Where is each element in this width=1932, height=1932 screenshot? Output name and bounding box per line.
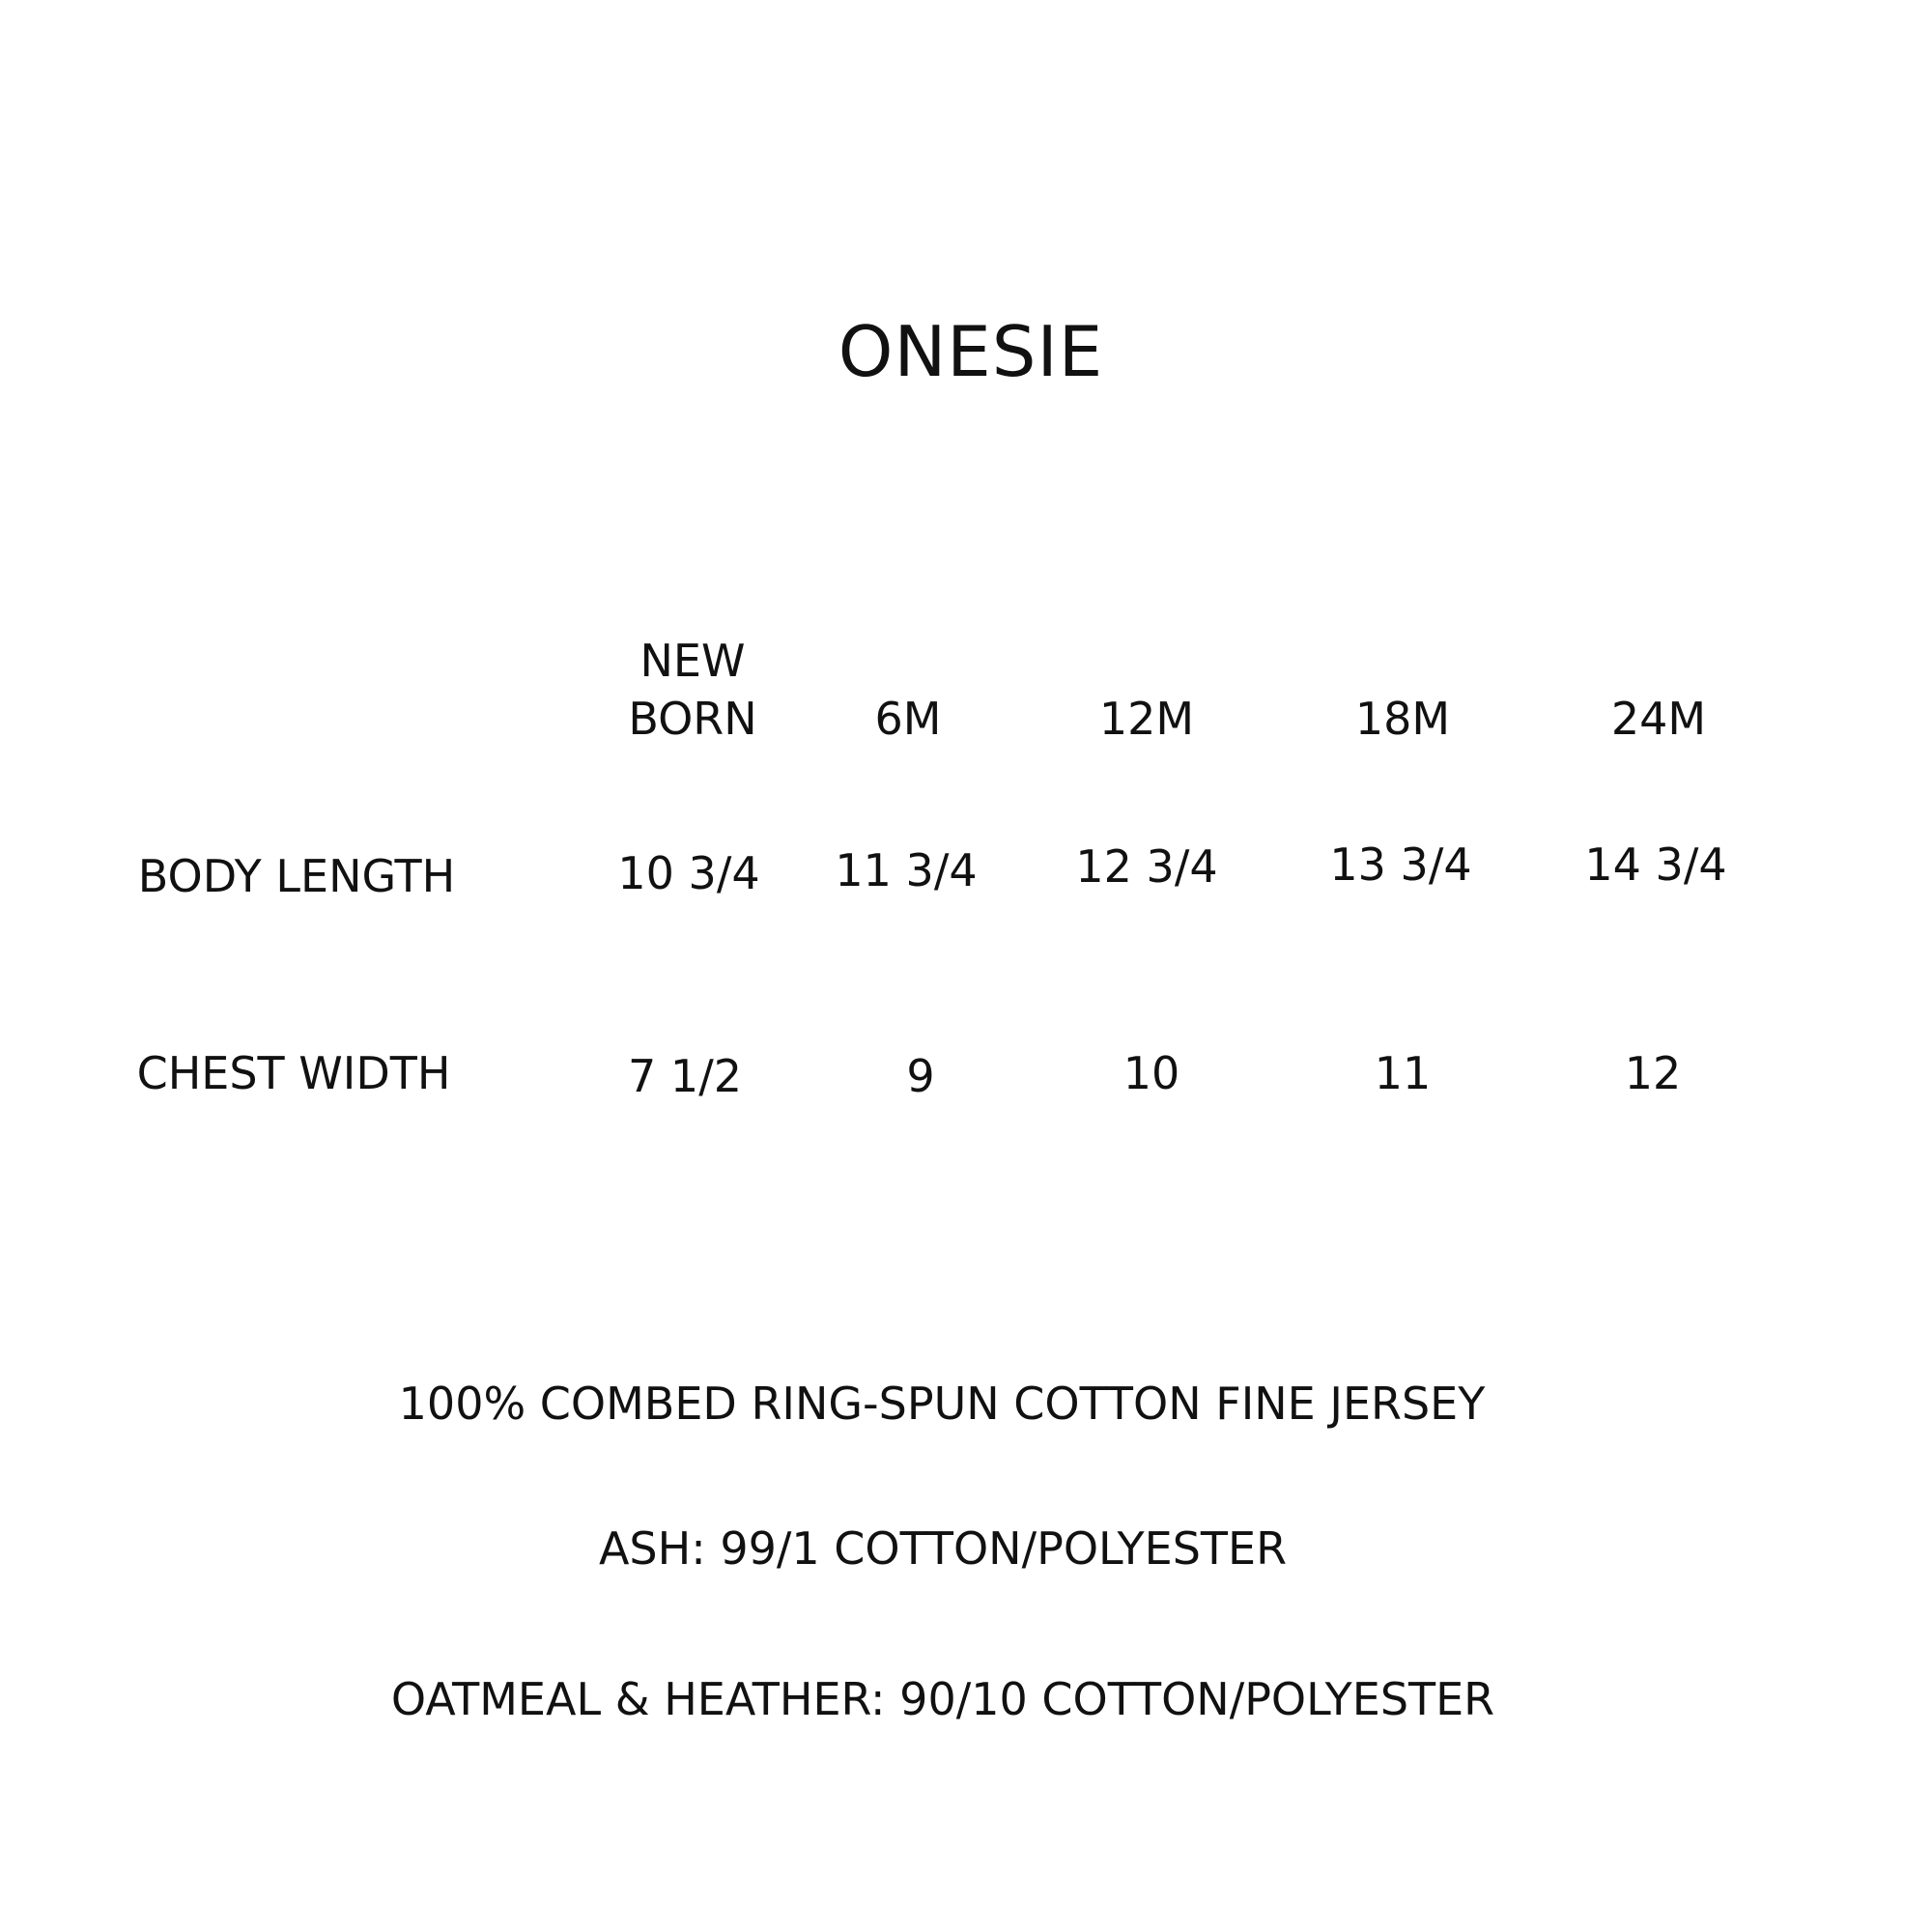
column-header-line: 6M bbox=[874, 693, 942, 745]
column-header-18m bbox=[1355, 691, 1450, 749]
column-header-line: 12M bbox=[1098, 693, 1195, 745]
table-cell: 7 1/2 bbox=[628, 1050, 742, 1102]
row-label-body-length: BODY LENGTH bbox=[137, 850, 456, 902]
table-cell: 12 3/4 bbox=[1075, 840, 1218, 893]
table-cell: 14 3/4 bbox=[1584, 838, 1727, 891]
column-header-newborn bbox=[628, 633, 756, 749]
column-header-line: NEW bbox=[639, 635, 746, 687]
table-cell: 10 bbox=[1122, 1047, 1180, 1099]
fabric-note: 100% COMBED RING-SPUN COTTON FINE JERSEY bbox=[398, 1378, 1486, 1430]
page-title: ONESIE bbox=[838, 311, 1104, 392]
column-header-line: BORN bbox=[628, 692, 757, 745]
table-cell: 10 3/4 bbox=[617, 847, 760, 899]
column-header-line: 18M bbox=[1354, 693, 1451, 745]
column-header-12m bbox=[1099, 691, 1194, 749]
column-header-24m bbox=[1611, 691, 1706, 749]
row-label-chest-width: CHEST WIDTH bbox=[136, 1047, 451, 1099]
table-cell: 11 bbox=[1374, 1047, 1432, 1099]
table-cell: 9 bbox=[906, 1050, 935, 1102]
table-cell: 12 bbox=[1624, 1047, 1682, 1099]
column-header-6m bbox=[875, 691, 942, 749]
fabric-note: ASH: 99/1 COTTON/POLYESTER bbox=[598, 1522, 1288, 1575]
table-cell: 11 3/4 bbox=[835, 844, 978, 896]
column-header-line: 24M bbox=[1610, 693, 1707, 745]
table-cell: 13 3/4 bbox=[1329, 838, 1472, 891]
fabric-note: OATMEAL & HEATHER: 90/10 COTTON/POLYESTER bbox=[390, 1673, 1495, 1725]
